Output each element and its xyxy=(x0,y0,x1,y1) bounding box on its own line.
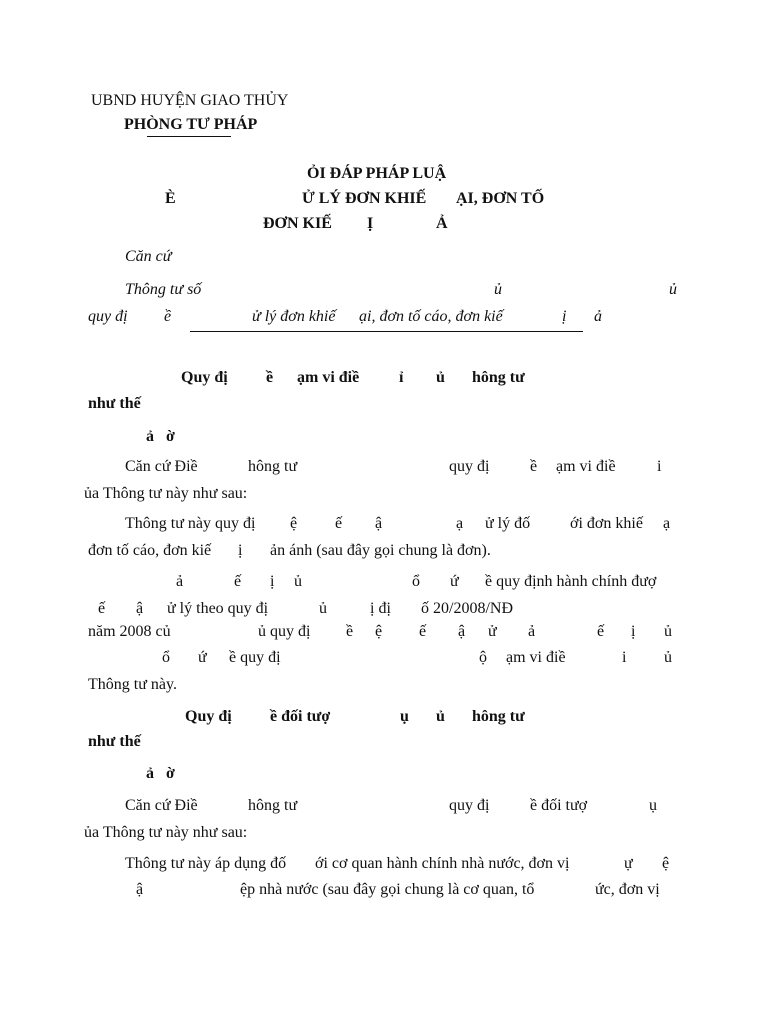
q2-p2-l2-c: ức, đơn vị xyxy=(595,881,660,898)
q1-p2-f: ử lý đố xyxy=(485,515,531,532)
q1-title-d: ỉ xyxy=(399,369,404,386)
q1-p2-line2-b: ị xyxy=(238,542,243,559)
q2-title-tail: như thế xyxy=(88,733,141,750)
q1-p3-l4-b: ứ xyxy=(198,649,207,666)
intro-circular-a: Thông tư số xyxy=(125,281,202,298)
q1-p3-l5: Thông tư này. xyxy=(88,676,177,693)
q2-p1-a: Căn cứ Điề xyxy=(125,797,198,814)
q1-p1-f: i xyxy=(657,458,662,475)
q1-p2-g: ới đơn khiế xyxy=(570,515,643,532)
q1-p3-l3-d: ệ xyxy=(375,623,383,640)
q2-answer-label-a: ả xyxy=(146,765,154,782)
q2-p2-c: ự xyxy=(624,855,633,872)
title-line-2-b: Ử LÝ ĐƠN KHIẾ xyxy=(302,190,427,207)
intro-line2-c: ử lý đơn khiế xyxy=(252,308,336,325)
title-line-3-c: Ả xyxy=(436,215,448,232)
q1-p2-b: ệ xyxy=(290,515,298,532)
q1-p1-line2: ủa Thông tư này như sau: xyxy=(84,485,248,502)
q1-p2-c: ế xyxy=(335,515,343,532)
q1-p3-l3-h: ả xyxy=(528,623,536,640)
q2-title-b: ề đối tượ xyxy=(270,708,331,725)
intro-underline xyxy=(190,331,583,332)
q1-p3-a: ả xyxy=(176,573,184,590)
title-line-1: ỎI ĐÁP PHÁP LUẬ xyxy=(307,165,447,182)
title-line-2-a: È xyxy=(165,190,176,207)
q1-p3-l2-f: ố 20/2008/NĐ xyxy=(421,600,513,617)
intro-line2-f: ả xyxy=(594,308,602,325)
q2-p1-d: ề đối tượ xyxy=(530,797,588,814)
q2-title-d: ủ xyxy=(436,708,445,725)
title-line-3-b: Ị xyxy=(367,215,374,232)
q2-p1-b: hông tư xyxy=(248,797,298,814)
q1-p1-a: Căn cứ Điề xyxy=(125,458,198,475)
q1-p3-l4-f: i xyxy=(622,649,627,666)
q1-p3-l3-j: ị xyxy=(631,623,636,640)
q2-p1-c: quy đị xyxy=(449,797,490,814)
q1-p3-l3-f: ậ xyxy=(458,623,466,640)
q1-p2-e: ạ xyxy=(456,515,464,532)
q1-p3-b: ế xyxy=(234,573,242,590)
q1-p3-l3-b: ủ quy đị xyxy=(258,623,311,640)
q1-p3-e: ổ xyxy=(412,573,420,590)
intro-circular-b: ủ xyxy=(494,281,502,298)
q1-p1-e: ạm vi điề xyxy=(556,458,616,475)
q1-p3-l3-k: ủ xyxy=(664,623,672,640)
q1-p3-l4-a: ổ xyxy=(162,649,170,666)
q1-answer-label-a: ả xyxy=(146,428,154,445)
q1-p3-c: ị xyxy=(270,573,275,590)
q1-p3-l4-d: ộ xyxy=(479,649,487,666)
q1-p1-b: hông tư xyxy=(248,458,298,475)
q1-p3-l3-e: ế xyxy=(419,623,427,640)
q2-p1-e: ụ xyxy=(649,797,657,814)
q1-p1-d: ề xyxy=(530,458,538,475)
q2-title-e: hông tư xyxy=(472,708,525,725)
intro-line2-d: ại, đơn tố cáo, đơn kiế xyxy=(359,308,503,325)
q1-p2-d: ậ xyxy=(375,515,383,532)
q1-title-a: Quy đị xyxy=(181,369,228,386)
q1-p3-l3-c: ề xyxy=(346,623,354,640)
q2-p2-a: Thông tư này áp dụng đố xyxy=(125,855,287,872)
intro-line2-e: ị xyxy=(562,308,567,325)
q2-p2-l2-a: ậ xyxy=(136,881,144,898)
q1-title-b: ề xyxy=(266,369,274,386)
department-underline xyxy=(147,136,231,137)
q1-p3-l4-c: ề quy đị xyxy=(229,649,281,666)
q1-p3-l3-g: ử xyxy=(488,623,497,640)
q2-p1-line2: ủa Thông tư này như sau: xyxy=(84,824,248,841)
q1-p3-l2-b: ậ xyxy=(136,600,144,617)
intro-line2-a: quy đị xyxy=(88,308,128,325)
q1-title-f: hông tư xyxy=(472,369,525,386)
q1-p3-d: ủ xyxy=(294,573,302,590)
q2-p2-l2-b: ệp nhà nước (sau đây gọi chung là cơ quan, tổ xyxy=(240,881,535,898)
q2-answer-label-b: ờ xyxy=(166,765,175,782)
title-line-2-c: ẠI, ĐƠN TỐ xyxy=(456,190,545,207)
q2-p2-d: ệ xyxy=(662,855,670,872)
title-line-3-a: ĐƠN KIẾ xyxy=(263,215,332,232)
q1-p2-a: Thông tư này quy đị xyxy=(125,515,256,532)
q1-p2-line2-c: ản ánh (sau đây gọi chung là đơn). xyxy=(270,542,491,559)
q1-p3-l2-c: ử lý theo quy đị xyxy=(167,600,269,617)
q1-p3-l2-a: ế xyxy=(98,600,106,617)
q2-title-a: Quy đị xyxy=(185,708,232,725)
q1-answer-label-b: ờ xyxy=(166,428,175,445)
q1-p2-h: ạ xyxy=(663,515,671,532)
q1-p3-l3-a: năm 2008 củ xyxy=(88,623,171,640)
q1-p3-l4-g: ủ xyxy=(664,649,672,666)
department-name: PHÒNG TƯ PHÁP xyxy=(124,116,258,133)
agency-name: UBND HUYỆN GIAO THỦY xyxy=(91,92,289,109)
q2-p2-b: ới cơ quan hành chính nhà nước, đơn vị xyxy=(315,855,570,872)
q1-p3-f: ứ xyxy=(450,573,459,590)
q1-p3-l4-e: ạm vi điề xyxy=(506,649,566,666)
q1-p1-c: quy đị xyxy=(449,458,490,475)
q1-p2-line2-a: đơn tố cáo, đơn kiế xyxy=(88,542,212,559)
q1-p3-l3-i: ế xyxy=(597,623,605,640)
q1-p3-l2-e: ị đị xyxy=(370,600,391,617)
intro-line2-b: ề xyxy=(164,308,172,325)
q1-p3-l2-d: ủ xyxy=(319,600,327,617)
intro-circular-c: ủ xyxy=(669,281,677,298)
q1-title-e: ủ xyxy=(436,369,445,386)
q1-p3-g: ề quy định hành chính đượ xyxy=(485,573,657,590)
q2-title-c: ụ xyxy=(400,708,409,725)
intro-basis: Căn cứ xyxy=(125,248,172,265)
q1-title-tail: như thế xyxy=(88,395,141,412)
q1-title-c: ạm vi điề xyxy=(297,369,360,386)
